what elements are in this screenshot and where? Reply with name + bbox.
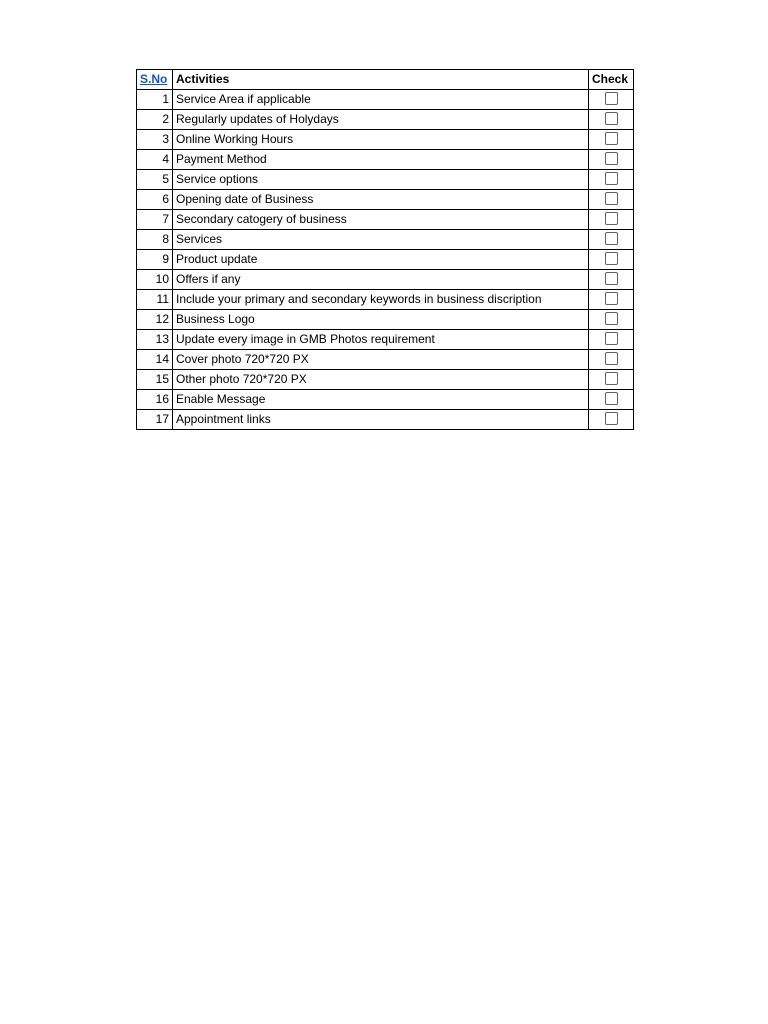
row-number: 4 <box>137 150 173 170</box>
checkbox[interactable] <box>605 132 618 145</box>
table-row <box>137 90 634 110</box>
checkbox[interactable] <box>605 392 618 405</box>
row-number: 1 <box>137 90 173 110</box>
check-cell <box>589 230 634 250</box>
table-row <box>137 250 634 270</box>
row-number: 7 <box>137 210 173 230</box>
table-row <box>137 130 634 150</box>
row-number: 16 <box>137 390 173 410</box>
activity-text: Service options <box>173 170 589 190</box>
checkbox[interactable] <box>605 272 618 285</box>
checkbox[interactable] <box>605 192 618 205</box>
activity-text: Other photo 720*720 PX <box>173 370 589 390</box>
table-row <box>137 290 634 310</box>
checkbox[interactable] <box>605 172 618 185</box>
sno-header <box>137 70 173 90</box>
checkbox[interactable] <box>605 252 618 265</box>
check-cell <box>589 250 634 270</box>
check-cell <box>589 290 634 310</box>
table-row <box>137 110 634 130</box>
checklist-table <box>136 69 634 430</box>
activity-text: Enable Message <box>173 390 589 410</box>
activity-text: Service Area if applicable <box>173 90 589 110</box>
activity-text: Update every image in GMB Photos requirement <box>173 330 589 350</box>
check-cell <box>589 370 634 390</box>
activity-text: Services <box>173 230 589 250</box>
activity-text: Regularly updates of Holydays <box>173 110 589 130</box>
table-row <box>137 230 634 250</box>
table-row <box>137 270 634 290</box>
row-number: 11 <box>137 290 173 310</box>
checkbox[interactable] <box>605 92 618 105</box>
table-row <box>137 150 634 170</box>
header-row <box>137 70 634 90</box>
checkbox[interactable] <box>605 352 618 365</box>
check-cell <box>589 110 634 130</box>
sno-header-link[interactable]: S.No <box>140 72 168 86</box>
checkbox[interactable] <box>605 232 618 245</box>
activity-text: Payment Method <box>173 150 589 170</box>
check-cell <box>589 150 634 170</box>
activities-header: Activities <box>173 70 589 90</box>
table-row <box>137 370 634 390</box>
table-row <box>137 410 634 430</box>
row-number: 15 <box>137 370 173 390</box>
row-number: 17 <box>137 410 173 430</box>
checkbox[interactable] <box>605 312 618 325</box>
activity-text: Business Logo <box>173 310 589 330</box>
checkbox[interactable] <box>605 372 618 385</box>
row-number: 8 <box>137 230 173 250</box>
checkbox[interactable] <box>605 212 618 225</box>
row-number: 5 <box>137 170 173 190</box>
row-number: 9 <box>137 250 173 270</box>
checkbox[interactable] <box>605 292 618 305</box>
activity-text: Opening date of Business <box>173 190 589 210</box>
activity-text: Online Working Hours <box>173 130 589 150</box>
check-cell <box>589 310 634 330</box>
checkbox[interactable] <box>605 112 618 125</box>
check-cell <box>589 190 634 210</box>
checkbox[interactable] <box>605 152 618 165</box>
activity-text: Include your primary and secondary keywords in business discription <box>173 290 589 310</box>
table-row <box>137 310 634 330</box>
row-number: 13 <box>137 330 173 350</box>
activity-text: Cover photo 720*720 PX <box>173 350 589 370</box>
check-header: Check <box>589 70 634 90</box>
check-cell <box>589 270 634 290</box>
row-number: 10 <box>137 270 173 290</box>
activity-text: Offers if any <box>173 270 589 290</box>
row-number: 14 <box>137 350 173 370</box>
table-row <box>137 210 634 230</box>
checkbox[interactable] <box>605 332 618 345</box>
check-cell <box>589 390 634 410</box>
check-cell <box>589 350 634 370</box>
row-number: 12 <box>137 310 173 330</box>
table-row <box>137 350 634 370</box>
table-row <box>137 330 634 350</box>
check-cell <box>589 210 634 230</box>
check-cell <box>589 90 634 110</box>
table-row <box>137 170 634 190</box>
table-row <box>137 390 634 410</box>
table-row <box>137 190 634 210</box>
activity-text: Product update <box>173 250 589 270</box>
check-cell <box>589 330 634 350</box>
activity-text: Secondary catogery of business <box>173 210 589 230</box>
checklist-rows <box>137 90 634 430</box>
activity-text: Appointment links <box>173 410 589 430</box>
check-cell <box>589 410 634 430</box>
checkbox[interactable] <box>605 412 618 425</box>
row-number: 2 <box>137 110 173 130</box>
row-number: 6 <box>137 190 173 210</box>
check-cell <box>589 130 634 150</box>
check-cell <box>589 170 634 190</box>
row-number: 3 <box>137 130 173 150</box>
